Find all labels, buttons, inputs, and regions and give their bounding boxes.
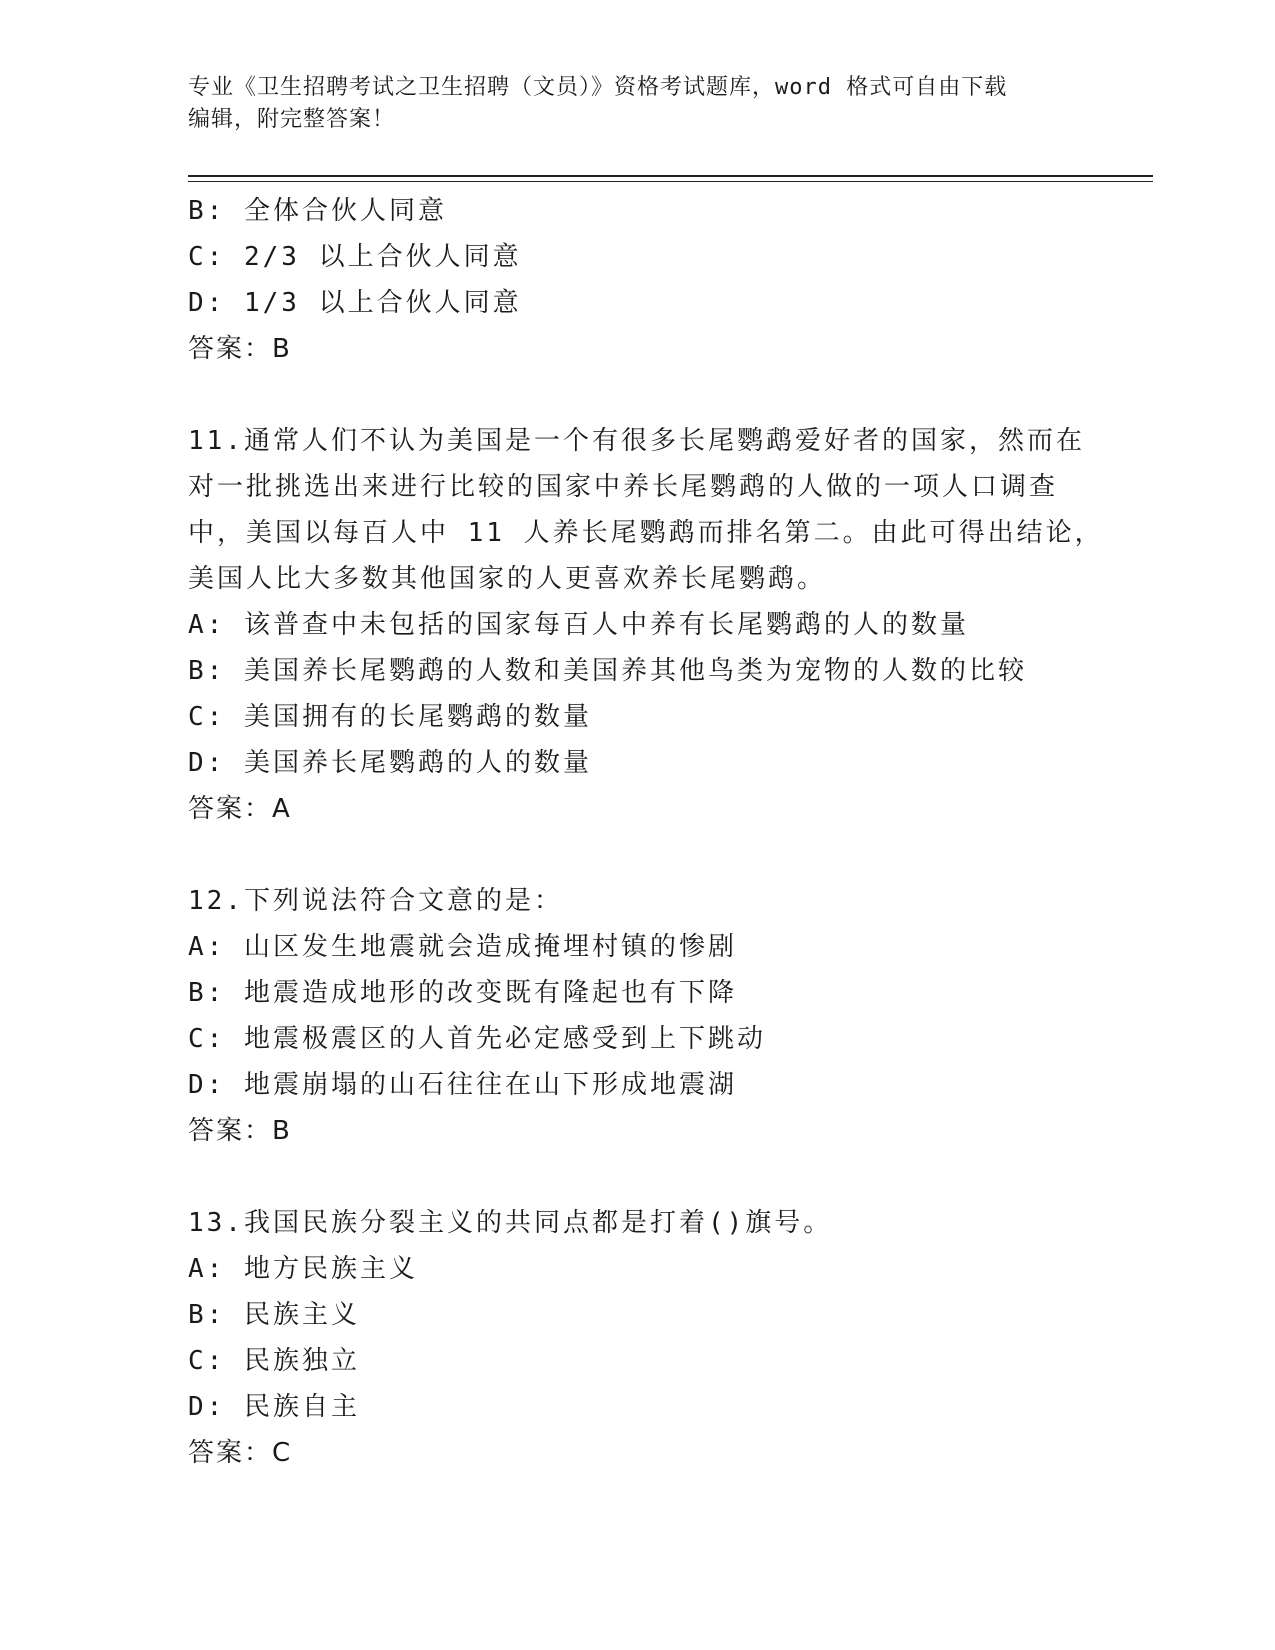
stem-line: 13.我国民族分裂主义的共同点都是打着()旗号。 <box>188 1208 833 1238</box>
question-12 <box>188 878 1088 1154</box>
option-a: A: 地方民族主义 <box>188 1254 418 1284</box>
question-stem <box>188 1200 1088 1246</box>
option-c: C: 民族独立 <box>188 1346 360 1376</box>
spacer <box>188 1154 1088 1200</box>
option-d: D: 地震崩塌的山石往往在山下形成地震湖 <box>188 1070 737 1100</box>
answer-line: 答案：A <box>188 794 292 824</box>
header-line-2: 编辑，附完整答案！ <box>188 107 396 132</box>
question-stem <box>188 878 1088 924</box>
answer-line: 答案：C <box>188 1438 293 1468</box>
option-b: B: 民族主义 <box>188 1300 360 1330</box>
header-line-1: 专业《卫生招聘考试之卫生招聘（文员）》资格考试题库，word 格式可自由下载 <box>188 75 1008 100</box>
stem-line: 美国人比大多数其他国家的人更喜欢养长尾鹦鹉。 <box>188 564 827 594</box>
option-b: B: 全体合伙人同意 <box>188 196 447 226</box>
question-13 <box>188 1200 1088 1476</box>
document-body <box>188 188 1104 1476</box>
option-c: C: 美国拥有的长尾鹦鹉的数量 <box>188 702 592 732</box>
option-d: D: 民族自主 <box>188 1392 360 1422</box>
document-header <box>188 72 1088 136</box>
question-10-continued <box>188 188 1088 372</box>
spacer <box>188 372 1088 418</box>
spacer <box>188 832 1088 878</box>
stem-line: 12.下列说法符合文意的是： <box>188 886 563 916</box>
header-divider-thin <box>188 181 1153 182</box>
option-c: C: 2/3 以上合伙人同意 <box>188 242 522 272</box>
option-d: D: 1/3 以上合伙人同意 <box>188 288 522 318</box>
question-stem <box>188 418 1104 602</box>
header-divider-thick <box>188 175 1153 177</box>
answer-line: 答案：B <box>188 1116 292 1146</box>
option-d: D: 美国养长尾鹦鹉的人的数量 <box>188 748 592 778</box>
question-11 <box>188 418 1104 832</box>
option-a: A: 该普查中未包括的国家每百人中养有长尾鹦鹉的人的数量 <box>188 610 969 640</box>
option-b: B: 美国养长尾鹦鹉的人数和美国养其他鸟类为宠物的人数的比较 <box>188 656 1027 686</box>
option-b: B: 地震造成地形的改变既有隆起也有下降 <box>188 978 737 1008</box>
stem-line: 11.通常人们不认为美国是一个有很多长尾鹦鹉爱好者的国家，然而在 <box>188 426 1085 456</box>
stem-line: 中，美国以每百人中 11 人养长尾鹦鹉而排名第二。由此可得出结论， <box>188 518 1104 548</box>
option-a: A: 山区发生地震就会造成掩埋村镇的惨剧 <box>188 932 737 962</box>
stem-line: 对一批挑选出来进行比较的国家中养长尾鹦鹉的人做的一项人口调查 <box>188 472 1059 502</box>
option-c: C: 地震极震区的人首先必定感受到上下跳动 <box>188 1024 766 1054</box>
answer-line: 答案：B <box>188 334 292 364</box>
